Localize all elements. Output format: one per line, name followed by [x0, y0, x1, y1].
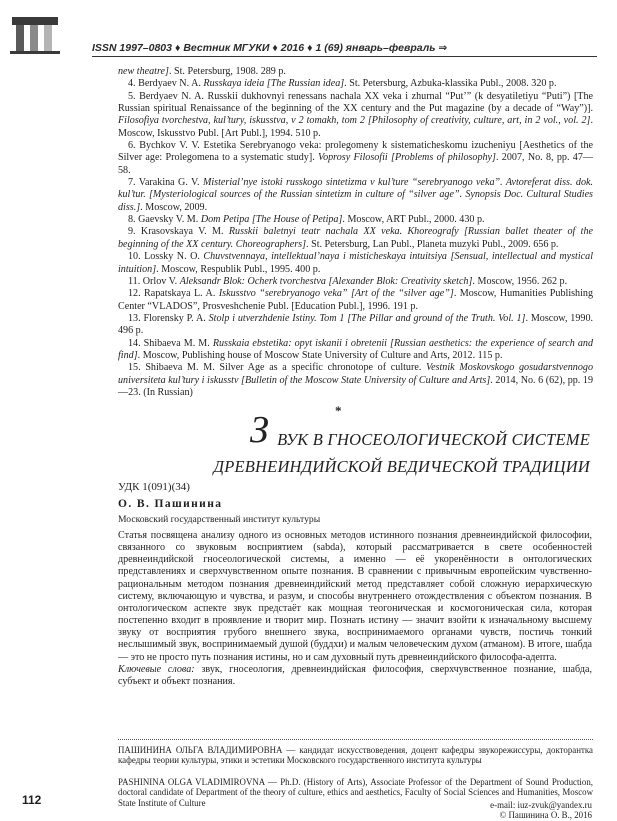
- reference-title: Voprosy Filosofii [Problems of philosophy]: [318, 152, 496, 164]
- reference-text: 9. Krasovskaya V. M.: [128, 226, 229, 238]
- title-initial: З: [250, 409, 269, 451]
- article-title: [200, 409, 590, 480]
- author-email: e-mail: iuz-zvuk@yandex.ru: [490, 800, 592, 810]
- reference-text: 15. Shibaeva M. M. Silver Age as a specific chronotope of culture.: [128, 362, 427, 374]
- reference-publication: . Moscow, 1956. 262 p.: [472, 275, 568, 287]
- reference-title: Dom Petipa [The House of Petipa]: [200, 214, 343, 226]
- reference-text: 13. Florensky P. A.: [128, 312, 209, 324]
- reference-text: 12. Rapatskaya L. A.: [128, 288, 219, 300]
- journal-logo-icon: [10, 15, 62, 55]
- journal-name: Вестник МГУКИ: [183, 42, 270, 54]
- reference-publication: . St. Petersburg, Azbuka-klassika Publ., 2008. 320 p.: [344, 78, 557, 90]
- journal-year: 2016: [280, 42, 305, 54]
- reference-publication: . 2014, No. 6 (62), pp. 19—23. (In Russian): [118, 374, 593, 398]
- reference-title: new theatre]: [118, 66, 169, 77]
- reference-item: [118, 214, 593, 226]
- reference-item: [118, 226, 593, 251]
- journal-issue: 1 (69) январь–февраль: [315, 42, 436, 54]
- reference-item: [118, 313, 593, 338]
- reference-title: Vestnik Moskovskogo gosudarstvennogo universiteta kul’tury i iskusstv [Bulletin of the Moscow State University of Culture and Arts]: [118, 362, 593, 386]
- reference-item: [118, 78, 593, 90]
- reference-title: Iskusstvo “serebryanogo veka” [Art of the “silver age”]: [218, 288, 454, 300]
- reference-title: Chuvstvennaya, intellektual’naya i misticheskaya intuitsiya [Sensual, intellectual and mystical intuition]: [118, 251, 593, 275]
- issn: ISSN 1997–0803: [92, 42, 172, 54]
- keywords-text: звук, гносеология, древнеиндийская философия, сверхчувственное познание, шабда, субъект и объект познания.: [118, 663, 592, 687]
- reference-publication: . Moscow, Respublik Publ., 1995. 400 p.: [156, 263, 321, 275]
- reference-item: [118, 177, 593, 214]
- abstract-text: Статья посвящена анализу одного из основных методов истинного познания древнеиндийской философии, связанного со звуковым восприятием (sabda), который рассматривается в свете особенностей древнеиндийской гносеологической системы, а именно — её укоренённости в онтологических представлениях и сверхчувственном опыте познания. В сравнении с привычным европейским чувственно-рациональным методом познания древнеиндийский метод представляет собой сложную иерархическую систему, включающую и чувства, и разум, и способы внутреннего отождествления с объектом познания. В онтологическом аспекте звук предстаёт как мощная теогоническая и космогоническая сила, которая постепенно входит в проявление и творит мир. Познать истину — значит взойти к изначальному высшему звуку от восприятия грубого внешнего звука, воспринимаемого органами чувств, постичь тонкий неслышимый звук, воспринимаемый душой (буддхи) и малым человеческим духом (атманом). В итоге, шабда — это не просто путь познания истины, но и сам духовный путь древнеиндийского философа-адепта.: [118, 530, 593, 663]
- reference-publication: . St. Petersburg, Lan Publ., Planeta muzyki Publ., 2009. 656 p.: [306, 238, 559, 250]
- reference-text: 8. Gaevsky V. M.: [128, 214, 201, 226]
- reference-text: 4. Berdyaev N. A.: [128, 78, 204, 90]
- footnote-divider: [118, 739, 593, 740]
- reference-text: 14. Shibaeva M. M.: [128, 337, 213, 349]
- title-line-2: ДРЕВНЕИНДИЙСКОЙ ВЕДИЧЕСКОЙ ТРАДИЦИИ: [213, 457, 590, 476]
- reference-title: Russkaya ideia [The Russian idea]: [203, 78, 345, 90]
- reference-item: [118, 338, 593, 363]
- udk-code: УДК 1(091)(34): [118, 481, 190, 493]
- keywords-label: Ключевые слова:: [118, 663, 195, 675]
- reference-title: Misterial’nye istoki russkogo sintetizma v kul’ture “serebryanogo veka”. Avtoreferat diss. dok. kul’tur. [Mysteriological sources of the Russian sintetizm in culture of “silver age”. Synopsis Doc. Cultural Studies diss.]: [118, 177, 593, 213]
- reference-title: Russkii baletnyi teatr nachala XX veka. Khoreografy [Russian ballet theater of the beginning of the XX century. Choreographers]: [118, 226, 593, 250]
- keywords: [118, 664, 592, 688]
- header-rule: [92, 56, 597, 57]
- abstract: [118, 530, 592, 688]
- reference-item: [118, 276, 593, 288]
- journal-header-line: ISSN 1997–0803 ♦ Вестник МГУКИ ♦ 2016 ♦ 1 (69) январь–февраль ⇒: [92, 42, 448, 54]
- reference-publication: . Moscow, ART Publ., 2000. 430 p.: [342, 214, 485, 226]
- reference-publication: . Moscow, 2009.: [140, 201, 208, 213]
- author-affiliation: Московский государственный институт культуры: [118, 514, 321, 525]
- author-info-en: PASHININA OLGA VLADIMIROVNA — Ph.D. (History of Arts), Associate Professor of the Department of Sound Production, doctoral candidate of Department of the theory of culture, ethics and aesthetics, Faculty of Social Sciences and Humanities, Moscow State Institute of Culture: [118, 777, 593, 808]
- reference-text: 6. Bychkov V. V. Estetika Serebryanogo veka: prolegomeny k sistematicheskomu izucheniyu [Aesthetics of the Silver age: Prolegomena to a systematic study].: [118, 140, 593, 164]
- reference-title: Russkaia ebstetika: opyt iskanii i obretenii [Russian aesthetics: the experience of search and find]: [118, 337, 593, 361]
- reference-publication: . St. Petersburg, 1908. 289 p.: [168, 66, 286, 77]
- reference-publication: . Moscow, Humanities Publishing Center “VLADOS”, Prosveshchenie Publ. [Education Publ.], 1996. 191 p.: [118, 288, 593, 312]
- reference-title: Aleksandr Blok: Ocherk tvorchestva [Alexander Blok: Creativity sketch]: [179, 275, 473, 287]
- references-list: [118, 66, 593, 399]
- reference-title: Stolp i utverzhdenie Istiny. Tom 1 [The Pillar and ground of the Truth. Vol. 1]: [208, 312, 526, 324]
- reference-publication: . Moscow, Iskusstvo Publ. [Art Publ.], 1994. 510 p.: [118, 115, 593, 139]
- page-number: 112: [22, 793, 42, 807]
- reference-title: Filosofiya tvorchestva, kul’tury, iskusstva, v 2 tomakh, tom 2 [Philosophy of creativity, culture, art, in 2 vol., vol. 2]: [118, 115, 591, 127]
- reference-publication: . 2007, No. 8, pp. 47—58.: [118, 152, 593, 176]
- reference-text: 7. Varakina G. V.: [128, 177, 203, 189]
- reference-item: [118, 288, 593, 313]
- reference-item: [118, 91, 593, 140]
- title-line-1: ВУК В ГНОСЕОЛОГИЧЕСКОЙ СИСТЕМЕ: [277, 430, 590, 449]
- reference-publication: . Moscow, Publishing house of Moscow State University of Culture and Arts, 2012. 115 p.: [137, 349, 503, 361]
- reference-item: [118, 66, 593, 78]
- reference-publication: . Moscow, 1990. 496 p.: [118, 312, 594, 337]
- reference-text: 11. Orlov V.: [128, 275, 180, 287]
- arrow-icon: ⇒: [438, 42, 448, 54]
- author-name: О. В. Пашинина: [118, 498, 223, 510]
- author-contact: [392, 800, 592, 821]
- reference-item: [118, 140, 593, 177]
- page-header: [0, 0, 617, 60]
- reference-text: 5. Berdyaev N. A. Russkii dukhovnyi renessans nachala XX veka i zhurnal “Put’” (k desyatiletiyu “Puti”) [The Russian spiritual Renaissance of the beginning of the XX century and the Put magazine (by a decade of “Way”)].: [118, 90, 593, 115]
- reference-item: [118, 251, 593, 276]
- section-separator: *: [335, 403, 342, 418]
- author-info-ru: ПАШИНИНА ОЛЬГА ВЛАДИМИРОВНА — кандидат искусствоведения, доцент кафедры звукорежиссуры, докторантка кафедры теории культуры, этики и эстетики Московского государственного института культуры: [118, 745, 593, 766]
- reference-text: 10. Lossky N. O.: [128, 251, 204, 263]
- copyright: © Пашинина О. В., 2016: [499, 810, 592, 821]
- reference-item: [118, 362, 593, 399]
